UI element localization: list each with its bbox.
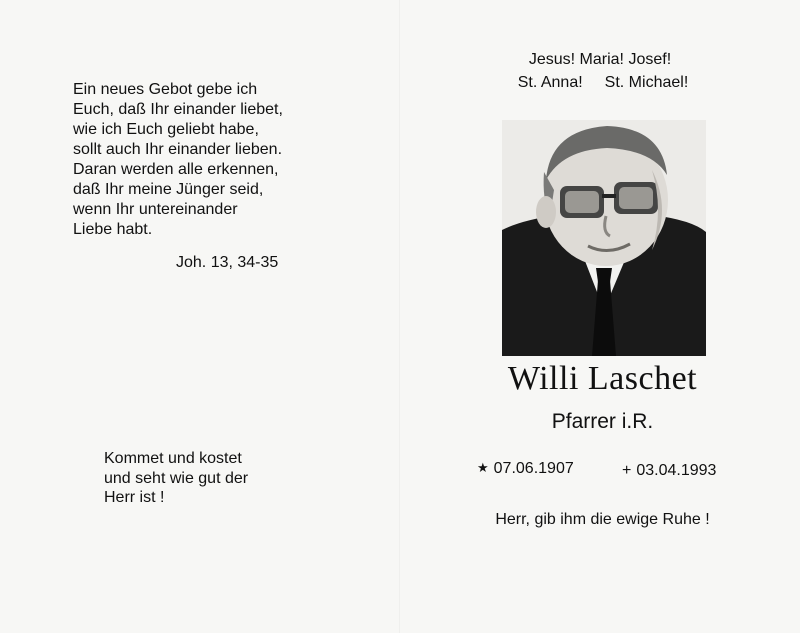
bible-verse [73, 80, 283, 240]
deceased-name: Willi Laschet [507, 360, 698, 397]
fold-line [399, 0, 400, 633]
invocation [400, 48, 800, 94]
death-date-line [622, 462, 716, 480]
star-icon: ★ [477, 460, 489, 475]
verse-line: wie ich Euch geliebt habe, [73, 121, 259, 138]
invitation-line: und seht wie gut der [104, 469, 249, 487]
verse-line: Liebe habt. [73, 221, 153, 238]
death-date: 03.04.1993 [636, 462, 717, 479]
cross-icon: + [622, 462, 632, 479]
verse-line: Euch, daß Ihr einander liebet, [73, 101, 283, 118]
verse-line: sollt auch Ihr einander lieben. [73, 141, 283, 158]
verse-reference: Joh. 13, 34-35 [176, 254, 279, 271]
portrait-photo [502, 120, 706, 356]
verse-line: wenn Ihr untereinander [73, 201, 238, 218]
verse-line: Daran werden alle erkennen, [73, 161, 279, 178]
invocation-saint-michael: St. Michael! [604, 74, 689, 91]
invocation-line-2 [400, 71, 800, 94]
birth-date: 07.06.1907 [493, 460, 574, 477]
birth-date-line [477, 460, 574, 478]
invocation-line-1: Jesus! Maria! Josef! [528, 51, 672, 68]
deceased-title: Pfarrer i.R. [551, 410, 654, 433]
verse-line: Ein neues Gebot gebe ich [73, 81, 258, 98]
verse-line: daß Ihr meine Jünger seid, [73, 181, 264, 198]
invitation-verse [104, 449, 248, 508]
portrait-illustration [502, 120, 706, 356]
invocation-saint-anna: St. Anna! [517, 74, 583, 91]
invitation-line: Kommet und kostet [104, 450, 242, 467]
prayer-line: Herr, gib ihm die ewige Ruhe ! [495, 511, 710, 528]
invitation-line: Herr ist ! [104, 489, 165, 506]
